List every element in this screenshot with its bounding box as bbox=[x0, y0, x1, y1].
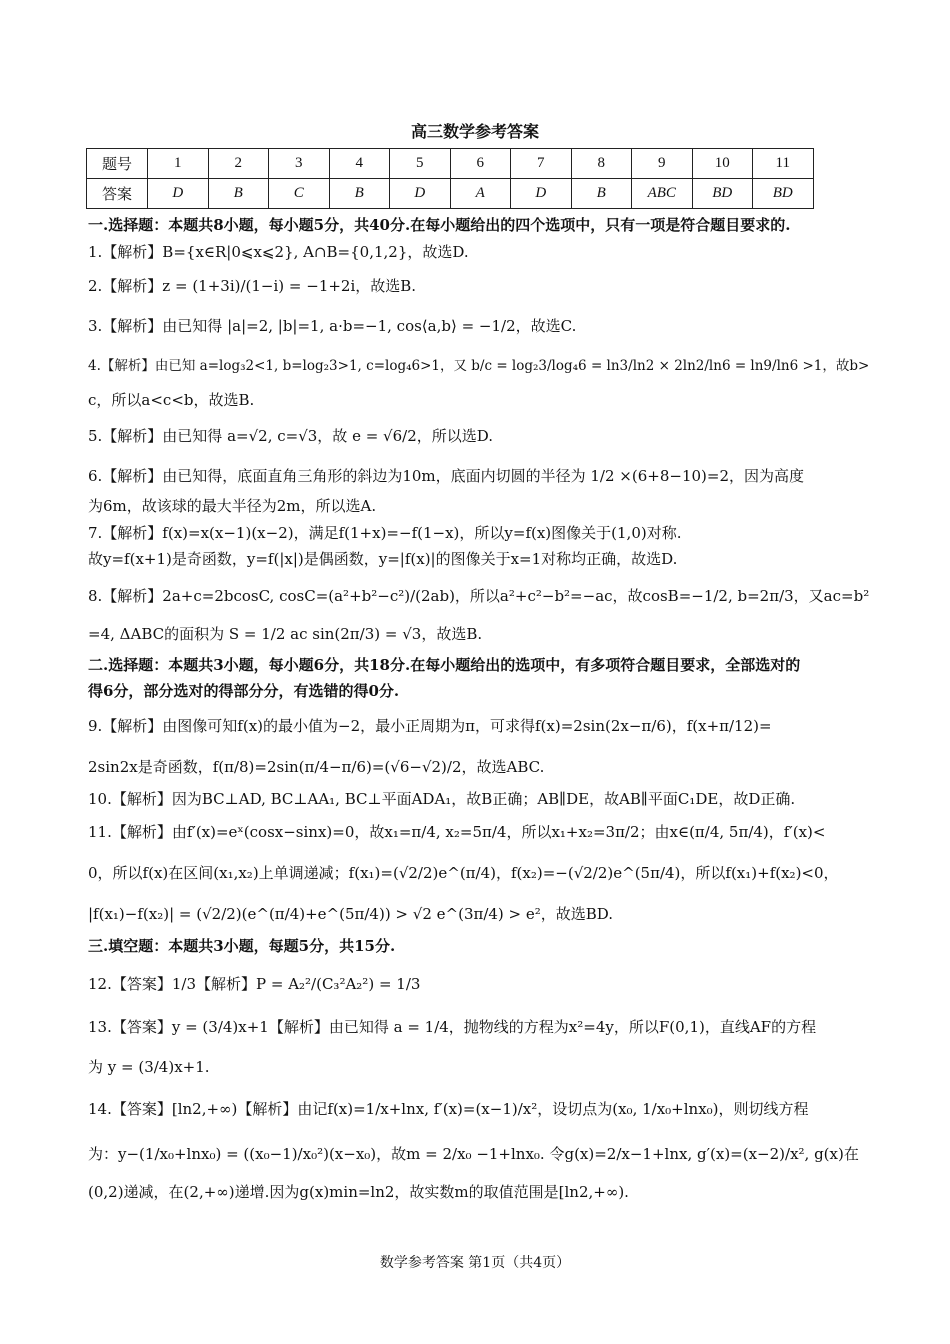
answer-cell: D bbox=[148, 179, 209, 209]
solution-line: 5.【解析】由已知得 a=√2, c=√3，故 e = √6/2，所以选D. bbox=[88, 427, 494, 445]
question-number: 3 bbox=[269, 149, 330, 179]
answer-cell: D bbox=[390, 179, 451, 209]
answer-cell: BD bbox=[753, 179, 814, 209]
solution-line: =4, ΔABC的面积为 S = 1/2 ac sin(2π/3) = √3，故选B. bbox=[88, 625, 483, 643]
solution-line: (0,2)递减，在(2,+∞)递增.因为g(x)min=ln2，故实数m的取值范围是[ln2,+∞). bbox=[88, 1183, 629, 1201]
question-number: 1 bbox=[148, 149, 209, 179]
solution-line: |f(x₁)−f(x₂)| = (√2/2)(e^(π/4)+e^(5π/4)) > √2 e^(3π/4) > e²，故选BD. bbox=[88, 905, 614, 923]
solution-line: 故y=f(x+1)是奇函数，y=f(|x|)是偶函数，y=|f(x)|的图像关于x=1对称均正确，故选D. bbox=[88, 550, 678, 568]
solution-line: 0，所以f(x)在区间(x₁,x₂)上单调递减；f(x₁)=(√2/2)e^(π/4)，f(x₂)=−(√2/2)e^(5π/4)，所以f(x₁)+f(x₂)<0， bbox=[88, 864, 839, 882]
solution-line: c，所以a<c<b，故选B. bbox=[88, 391, 255, 409]
solution-line: 11.【解析】由f′(x)=eˣ(cosx−sinx)=0，故x₁=π/4, x₂=5π/4，所以x₁+x₂=3π/2；由x∈(π/4, 5π/4)，f′(x)< bbox=[88, 823, 826, 841]
answer-cell: B bbox=[208, 179, 269, 209]
solution-line: 4.【解析】由已知 a=log₃2<1, b=log₂3>1, c=log₄6>1，又 b/c = log₂3/log₄6 = ln3/ln2 × 2ln2/ln6 = ln9/ln6 >1，故b> bbox=[88, 358, 870, 374]
answer-cell: D bbox=[511, 179, 572, 209]
answer-table bbox=[86, 148, 814, 209]
question-number: 10 bbox=[692, 149, 753, 179]
solution-line: 12.【答案】1/3【解析】P = A₂²/(C₃²A₂²) = 1/3 bbox=[88, 975, 421, 993]
question-number: 2 bbox=[208, 149, 269, 179]
section-1-heading: 一.选择题：本题共8小题，每小题5分，共40分.在每小题给出的四个选项中，只有一项是符合题目要求的. bbox=[88, 216, 791, 234]
question-number: 4 bbox=[329, 149, 390, 179]
answer-cell: B bbox=[329, 179, 390, 209]
question-number: 5 bbox=[390, 149, 451, 179]
answer-cell: BD bbox=[692, 179, 753, 209]
solution-line: 为：y−(1/x₀+lnx₀) = ((x₀−1)/x₀²)(x−x₀)，故m = 2/x₀ −1+lnx₀. 令g(x)=2/x−1+lnx, g′(x)=(x−2)/x², g(x)在 bbox=[88, 1145, 859, 1163]
question-number: 6 bbox=[450, 149, 511, 179]
answer-table-row2-label: 答案 bbox=[87, 179, 148, 209]
section-2-heading-cont: 得6分，部分选对的得部分分，有选错的得0分. bbox=[88, 682, 400, 700]
section-3-heading: 三.填空题：本题共3小题，每题5分，共15分. bbox=[88, 937, 396, 955]
solution-line: 1.【解析】B={x∈R|0⩽x⩽2}, A∩B={0,1,2}，故选D. bbox=[88, 243, 469, 261]
solution-line: 13.【答案】y = (3/4)x+1【解析】由已知得 a = 1/4，抛物线的方程为x²=4y，所以F(0,1)，直线AF的方程 bbox=[88, 1018, 817, 1036]
solution-line: 8.【解析】2a+c=2bcosC, cosC=(a²+b²−c²)/(2ab)，所以a²+c²−b²=−ac，故cosB=−1/2, b=2π/3，又ac=b² bbox=[88, 587, 870, 605]
answer-cell: C bbox=[269, 179, 330, 209]
page-footer: 数学参考答案 第1页（共4页） bbox=[379, 1255, 571, 1271]
answer-cell: B bbox=[571, 179, 632, 209]
solution-line: 9.【解析】由图像可知f(x)的最小值为−2，最小正周期为π，可求得f(x)=2sin(2x−π/6)，f(x+π/12)= bbox=[88, 717, 772, 735]
solution-line: 2sin2x是奇函数，f(π/8)=2sin(π/4−π/6)=(√6−√2)/2，故选ABC. bbox=[88, 758, 545, 776]
solution-line: 10.【解析】因为BC⊥AD, BC⊥AA₁, BC⊥平面ADA₁，故B正确；AB∥DE，故AB∥平面C₁DE，故D正确. bbox=[88, 790, 796, 808]
solution-line: 6.【解析】由已知得，底面直角三角形的斜边为10m，底面内切圆的半径为 1/2 ×(6+8−10)=2，因为高度 bbox=[88, 467, 804, 485]
answer-cell: ABC bbox=[632, 179, 693, 209]
section-2-heading: 二.选择题：本题共3小题，每小题6分，共18分.在每小题给出的选项中，有多项符合题目要求，全部选对的 bbox=[88, 656, 801, 674]
answer-cell: A bbox=[450, 179, 511, 209]
solution-line: 14.【答案】[ln2,+∞)【解析】由记f(x)=1/x+lnx, f′(x)=(x−1)/x²，设切点为(x₀, 1/x₀+lnx₀)，则切线方程 bbox=[88, 1100, 809, 1118]
question-number: 9 bbox=[632, 149, 693, 179]
solution-line: 为 y = (3/4)x+1. bbox=[88, 1058, 210, 1076]
solution-line: 3.【解析】由已知得 |a|=2, |b|=1, a·b=−1, cos⟨a,b⟩ = −1/2，故选C. bbox=[88, 317, 577, 335]
page-title: 高三数学参考答案 bbox=[410, 122, 539, 141]
question-number: 7 bbox=[511, 149, 572, 179]
answer-table-number-row bbox=[87, 149, 814, 179]
question-number: 8 bbox=[571, 149, 632, 179]
question-number: 11 bbox=[753, 149, 814, 179]
solution-line: 7.【解析】f(x)=x(x−1)(x−2)，满足f(1+x)=−f(1−x)，所以y=f(x)图像关于(1,0)对称. bbox=[88, 524, 682, 542]
solution-line: 2.【解析】z = (1+3i)/(1−i) = −1+2i，故选B. bbox=[88, 277, 417, 295]
solution-line: 为6m，故该球的最大半径为2m，所以选A. bbox=[88, 497, 377, 515]
answer-table-answer-row bbox=[87, 179, 814, 209]
answer-table-row1-label: 题号 bbox=[87, 149, 148, 179]
